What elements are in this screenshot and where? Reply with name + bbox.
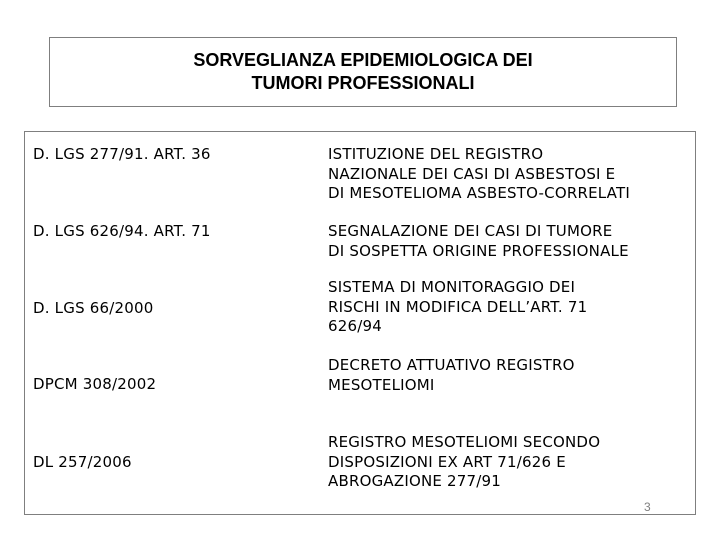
law-description-2-line-2: DI SOSPETTA ORIGINE PROFESSIONALE [328, 241, 629, 260]
law-description-4-line-2: MESOTELIOMI [328, 375, 435, 394]
law-reference-1: D. LGS 277/91. ART. 36 [33, 145, 211, 163]
legislation-table [24, 131, 696, 515]
law-description-5-line-3: ABROGAZIONE 277/91 [328, 472, 502, 490]
law-reference-2: D. LGS 626/94. ART. 71 [33, 222, 211, 240]
law-description-3-line-2: RISCHI IN MODIFICA DELL’ART. 71 [328, 297, 588, 316]
slide-title-box [49, 37, 677, 107]
law-description-3 [328, 278, 587, 337]
law-reference-5: DL 257/2006 [33, 453, 132, 471]
slide-title-line-2: TUMORI PROFESSIONALI [251, 73, 475, 93]
law-description-1-line-1: ISTITUZIONE DEL REGISTRO [328, 145, 544, 163]
law-description-1-line-3: DI MESOTELIOMA ASBESTO-CORRELATI [328, 184, 630, 202]
page-number: 3 [644, 500, 651, 514]
law-reference-4: DPCM 308/2002 [33, 375, 157, 393]
law-description-1-line-2: NAZIONALE DEI CASI DI ASBESTOSI E [328, 164, 616, 183]
law-description-5 [328, 433, 600, 492]
law-reference-3: D. LGS 66/2000 [33, 299, 154, 317]
law-description-1 [328, 145, 630, 204]
law-description-4-line-1: DECRETO ATTUATIVO REGISTRO [328, 356, 575, 374]
law-description-5-line-2: DISPOSIZIONI EX ART 71/626 E [328, 452, 566, 471]
law-description-2-line-1: SEGNALAZIONE DEI CASI DI TUMORE [328, 222, 613, 240]
law-description-3-line-1: SISTEMA DI MONITORAGGIO DEI [328, 278, 576, 296]
law-description-2 [328, 222, 629, 261]
law-description-4 [328, 356, 575, 395]
slide-title-line-1: SORVEGLIANZA EPIDEMIOLOGICA DEI [193, 50, 533, 70]
law-description-3-line-3: 626/94 [328, 317, 382, 335]
law-description-5-line-1: REGISTRO MESOTELIOMI SECONDO [328, 433, 601, 451]
